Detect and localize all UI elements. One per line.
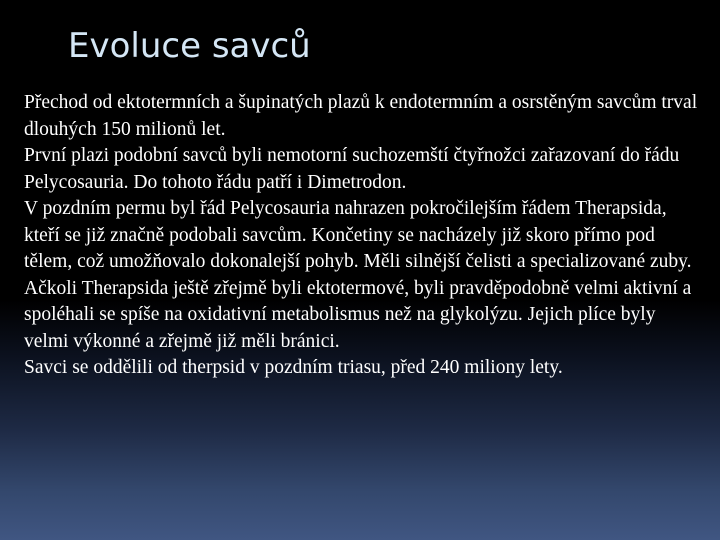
body-paragraph: Savci se oddělili od therpsid v pozdním triasu, před 240 miliony lety. (24, 357, 563, 378)
body-paragraph: Přechod od ektotermních a šupinatých plazů k endotermním a osrstěným savcům trval dlouhých 150 milionů let. (24, 92, 698, 140)
slide-title: Evoluce savců (68, 26, 311, 66)
body-paragraph: V pozdním permu byl řád Pelycosauria nahrazen pokročilejším řádem Therapsida, kteří se již značně podobali savcům. Končetiny se nacházely již skoro přímo pod tělem, což umožňovalo dokonalejší pohyb. Měli silnější čelisti a specializované zuby. Ačkoli Therapsida ještě zřejmě byli ektotermové, byli pravděpodobně velmi aktivní a spoléhali se spíše na oxidativní metabolismus než na glykolýzu. Jejich plíce byly velmi výkonné a zřejmě již měli bránici. (24, 198, 692, 352)
body-paragraph: První plazi podobní savců byli nemotorní suchozemští čtyřnožci zařazovaní do řádu Pelycosauria. Do tohoto řádu patří i Dimetrodon. (24, 145, 680, 193)
slide-body (24, 90, 700, 382)
